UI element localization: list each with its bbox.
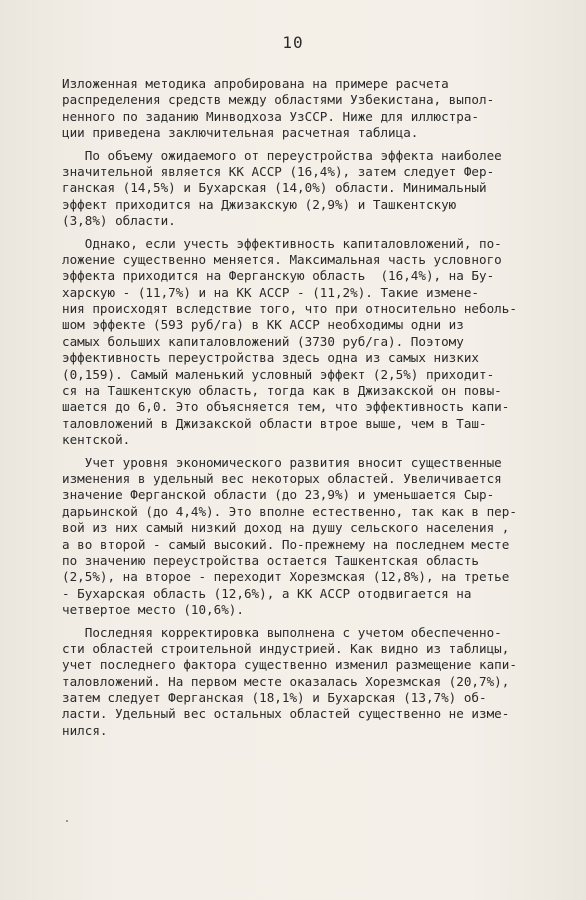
text-line: нился.: [62, 722, 108, 738]
text-line: ции приведена заключительная расчетная таблица.: [62, 125, 419, 141]
text-line: шом эффекте (593 руб/га) в КК АССР необходимы одни из: [62, 317, 464, 333]
text-line: ся на Ташкентскую область, тогда как в Джизакской он повы-: [62, 383, 502, 399]
text-line: (0,159). Самый маленький условный эффект (2,5%) приходит-: [62, 366, 495, 382]
paragraph: [62, 148, 550, 230]
paragraph: [62, 236, 550, 449]
text-line: кентской.: [62, 432, 131, 448]
text-line: таловложений в Джизакской области втрое выше, чем в Таш-: [62, 415, 487, 431]
paragraph: [62, 625, 550, 740]
text-line: распределения средств между областями Узбекистана, выпол-: [62, 92, 495, 108]
text-line: Однако, если учесть эффективность капиталовложений, по-: [62, 235, 502, 251]
text-line: Последняя корректировка выполнена с учетом обеспеченно-: [62, 624, 502, 640]
text-line: по значению переустройства остается Ташкентская область: [62, 552, 480, 568]
text-line: Изложенная методика апробирована на примере расчета: [62, 76, 449, 91]
text-line: (3,8%) области.: [62, 213, 176, 229]
text-line: харскую - (11,7%) и на КК АССР - (11,2%). Такие измене-: [62, 284, 480, 300]
text-line: значительной является КК АССР (16,4%), затем следует Фер-: [62, 163, 495, 179]
text-line: четвертое место (10,6%).: [62, 602, 244, 618]
text-line: ненного по заданию Минводхоза УзССР. Ниже для иллюстра-: [62, 108, 480, 124]
text-line: ганская (14,5%) и Бухарская (14,0%) области. Минимальный: [62, 180, 487, 196]
text-line: эффекта приходится на Ферганскую область (16,4%), на Бу-: [62, 268, 495, 284]
speck: [66, 820, 68, 822]
text-line: шается до 6,0. Это объясняется тем, что эффективность капи-: [62, 399, 510, 415]
text-line: вой из них самый низкий доход на душу сельского населения ,: [62, 520, 510, 536]
text-line: - Бухарская область (12,6%), а КК АССР отодвигается на: [62, 585, 472, 601]
text-line: ласти. Удельный вес остальных областей существенно не изме-: [62, 706, 510, 722]
text-line: Учет уровня экономического развития вносит существенные: [62, 454, 502, 470]
text-line: учет последнего фактора существенно изменил размещение капи-: [62, 657, 517, 673]
text-line: затем следует Ферганская (18,1%) и Бухарская (13,7%) об-: [62, 690, 487, 706]
text-line: дарьинской (до 4,4%). Это вполне естественно, так как в пер-: [62, 503, 517, 519]
page-number: 10: [282, 33, 304, 52]
body-text: [62, 76, 550, 745]
text-line: ложение существенно меняется. Максимальная часть условного: [62, 251, 502, 267]
text-line: По объему ожидаемого от переустройства эффекта наиболее: [62, 147, 502, 163]
text-line: (2,5%), на второе - переходит Хорезмская (12,8%), на третье: [62, 569, 510, 585]
text-line: изменения в удельный вес некоторых областей. Увеличивается: [62, 470, 502, 486]
text-line: значение Ферганской области (до 23,9%) и уменьшается Сыр-: [62, 487, 495, 503]
paragraph: [62, 76, 550, 142]
text-line: сти областей строительной индустрией. Как видно из таблицы,: [62, 640, 510, 656]
text-line: эффект приходится на Джизакскую (2,9%) и Ташкентскую: [62, 196, 457, 212]
paragraph: [62, 455, 550, 619]
text-line: ния происходят вследствие того, что при относительно неболь-: [62, 301, 517, 317]
text-line: таловложений. На первом месте оказалась Хорезмская (20,7%),: [62, 673, 510, 689]
text-line: самых больших капиталовложений (3730 руб/га). Поэтому: [62, 333, 464, 349]
text-line: эффективность переустройства здесь одна из самых низких: [62, 350, 480, 366]
text-line: а во второй - самый высокий. По-прежнему на последнем месте: [62, 536, 510, 552]
